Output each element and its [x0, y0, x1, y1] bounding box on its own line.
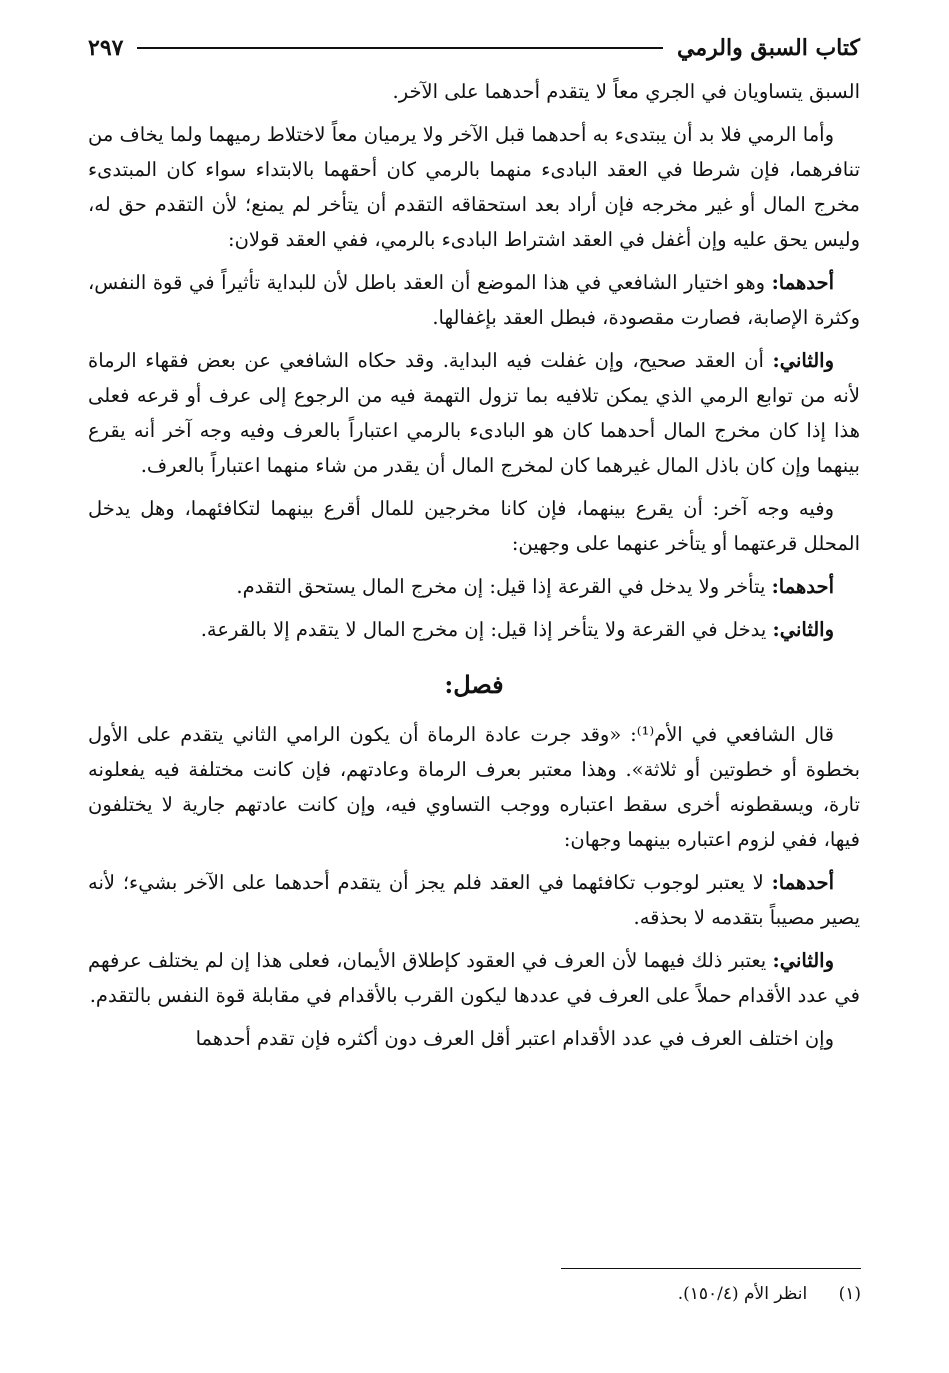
paragraph-lead: والثاني:	[772, 949, 834, 972]
paragraph-3: أحدهما: وهو اختيار الشافعي في هذا الموضع أن العقد باطل لأن للبداية تأثيراً في قوة النفس، وكثرة الإصابة، فصارت مقصودة، فبطل العقد بإغفالها.	[88, 271, 860, 329]
footnote-rule	[561, 1268, 861, 1269]
footnote-text: انظر الأم (١٥٠/٤).	[677, 1284, 808, 1304]
book-page	[88, 30, 860, 1064]
body-text	[88, 74, 860, 1056]
page-number: ٢٩٧	[88, 35, 124, 61]
paragraph-8: قال الشافعي في الأم⁽¹⁾: «وقد جرت عادة الرماة أن يكون الرامي الثاني يتقدم على الأول بخطوة أو خطوتين أو ثلاثة». وهذا معتبر بعرف الرماة وعادتهم، فإن كانت مختلفة فيه يفعلونه تارة، ويسقطونه أخرى سقط اعتباره ووجب التساوي فيه، وإن كانت عادتهم جارية لا يختلفون فيها، ففي لزوم اعتباره بينهما وجهان:	[88, 723, 860, 851]
section-heading: فصل:	[444, 670, 504, 699]
paragraph-1: السبق يتساويان في الجري معاً لا يتقدم أحدهما على الآخر.	[392, 80, 860, 103]
paragraph-lead: والثاني:	[772, 349, 834, 372]
paragraph-7: والثاني: يدخل في القرعة ولا يتأخر إذا قيل: إن مخرج المال لا يتقدم إلا بالقرعة.	[200, 618, 834, 641]
paragraph-2: وأما الرمي فلا بد أن يبتدىء به أحدهما قبل الآخر ولا يرميان معاً لاختلاط رميهما ولما يخاف من تنافرهما، فإن شرطا في العقد البادىء منهما بالرمي كان أحقهما بالابتداء سواء كان المبتدىء مخرج المال أو غير مخرجه فإن أراد بعد استحقاقه التقدم أن يتأخر لم يمنع؛ لأن التقدم حق له، وليس يحق عليه وإن أغفل في العقد اشتراط البادىء بالرمي، ففي العقد قولان:	[88, 123, 860, 251]
header-rule	[137, 47, 663, 49]
paragraph-9: أحدهما: لا يعتبر لوجوب تكافئهما في العقد فلم يجز أن يتقدم أحدهما على الآخر بشيء؛ لأنه يصير مصيباً بتقدمه لا بحذقه.	[88, 871, 860, 929]
paragraph-11: وإن اختلف العرف في عدد الأقدام اعتبر أقل العرف دون أكثره فإن تقدم أحدهما	[195, 1027, 834, 1050]
paragraph-10: والثاني: يعتبر ذلك فيهما لأن العرف في العقود كإطلاق الأيمان، فعلى هذا إن لم يختلف عرفهم في عدد الأقدام حملاً على العرف في عددها ليكون القرب بالأقدام في مقابلة قوة النفس بالتقدم.	[88, 949, 860, 1007]
paragraph-6: أحدهما: يتأخر ولا يدخل في القرعة إذا قيل: إن مخرج المال يستحق التقدم.	[236, 575, 834, 598]
paragraph-lead: والثاني:	[772, 618, 834, 641]
paragraph-lead: أحدهما:	[771, 575, 834, 598]
paragraph-4: والثاني: أن العقد صحيح، وإن غفلت فيه البداية. وقد حكاه الشافعي عن بعض فقهاء الرماة لأنه من توابع الرمي الذي يمكن تلافيه بما تزول التهمة فيه من الرجوع إلى عرف أو قرعه فعلى هذا إذا كان مخرج المال أحدهما كان هو البادىء بالرمي اعتباراً بالعرف وفيه وجه آخر أنه يقرع بينهما وإن كان باذل المال غيرهما كان لمخرج المال أن يقدر من شاء منهما اعتباراً بالعرف.	[88, 349, 860, 477]
paragraph-5: وفيه وجه آخر: أن يقرع بينهما، فإن كانا مخرجين للمال أقرع بينهما لتكافئهما، وهل يدخل المحلل قرعتهما أو يتأخر عنهما على وجهين:	[88, 497, 860, 555]
paragraph-lead: أحدهما:	[771, 271, 834, 294]
paragraph-lead: أحدهما:	[771, 871, 834, 894]
footnote	[678, 1280, 861, 1308]
running-header	[88, 30, 860, 66]
book-title: كتاب السبق والرمي	[677, 35, 860, 61]
footnote-number: (١)	[838, 1284, 861, 1304]
